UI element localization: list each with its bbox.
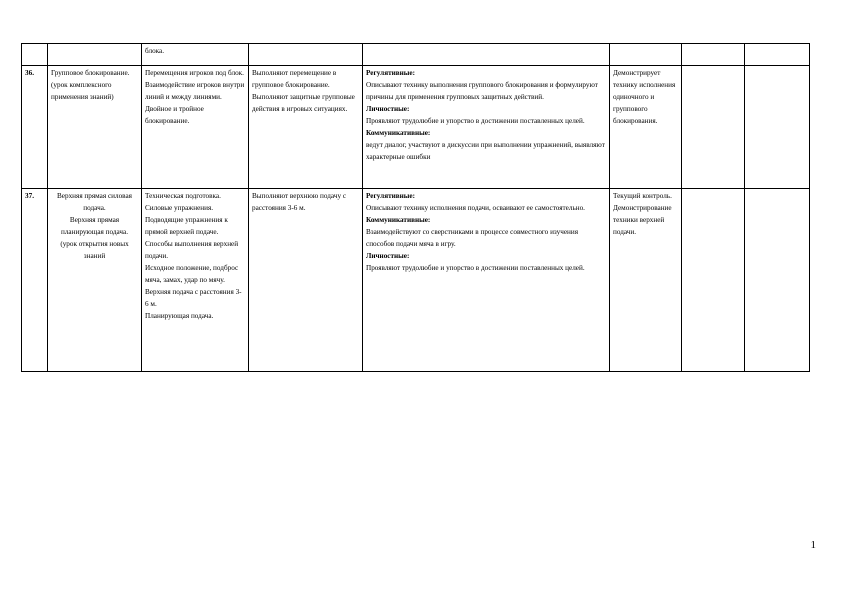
cell-text: Верхняя подача с расстояния 3-6 м. xyxy=(145,288,242,308)
uud-heading: Регулятивные: xyxy=(366,69,415,77)
empty-cell xyxy=(745,189,810,372)
cell-text: Взаимодействие игроков внутри линий и между линиями. xyxy=(145,81,245,101)
cell-text: Групповое блокирование. xyxy=(51,69,130,77)
uud-cell xyxy=(363,66,610,189)
uud-cell xyxy=(363,189,610,372)
lesson-content-cell xyxy=(142,189,249,372)
lesson-topic-cell xyxy=(48,44,142,66)
lesson-content-cell xyxy=(142,44,249,66)
uud-heading: Регулятивные: xyxy=(366,192,415,200)
empty-cell xyxy=(745,44,810,66)
cell-text: (урок открытия новых знаний xyxy=(60,240,129,260)
uud-heading: Личностные: xyxy=(366,105,410,113)
cell-text: Двойное и тройное блокирование. xyxy=(145,105,204,125)
control-cell xyxy=(610,66,682,189)
cell-text: Верхняя прямая силовая подача. xyxy=(57,192,132,212)
cell-text: Демонстрирует технику исполнения одиночного и группового блокирования. xyxy=(613,69,676,125)
uud-heading: Коммуникативные: xyxy=(366,216,431,224)
uud-text: ведут диалог, участвуют в дискуссии при выполнении упражнений, выявляют характерные ошибки xyxy=(366,141,605,161)
student-activity-cell xyxy=(249,66,363,189)
lesson-number-cell xyxy=(22,189,48,372)
lesson-plan-table xyxy=(21,43,810,372)
lesson-content-cell xyxy=(142,66,249,189)
uud-heading: Коммуникативные: xyxy=(366,129,431,137)
uud-heading: Личностные: xyxy=(366,252,410,260)
cell-text: Демонстрирование техники верхней подачи. xyxy=(613,204,672,236)
lesson-number: 37. xyxy=(25,192,34,200)
empty-cell xyxy=(745,66,810,189)
student-activity-cell xyxy=(249,189,363,372)
cell-text: Техническая подготовка. Силовые упражнения. xyxy=(145,192,221,212)
lesson-number-cell xyxy=(22,66,48,189)
empty-cell xyxy=(682,189,745,372)
cell-text: Исходное положение, подброс мяча, замах, удар по мячу. xyxy=(145,264,239,284)
lesson-topic-cell xyxy=(48,189,142,372)
page-number: 1 xyxy=(810,539,816,551)
uud-text: Взаимодействуют со сверстниками в процессе совместного изучения способов подачи мяча в игру. xyxy=(366,228,579,248)
cell-text: Верхняя прямая планирующая подача. xyxy=(61,216,128,236)
cell-text: Перемещения игроков под блок. xyxy=(145,69,244,77)
control-cell xyxy=(610,44,682,66)
uud-text: Проявляют трудолюбие и упорство в достижении поставленных целей. xyxy=(366,264,585,272)
control-cell xyxy=(610,189,682,372)
cell-text: блока. xyxy=(145,47,165,55)
uud-text: Описывают технику исполнения подачи, осваивают ее самостоятельно. xyxy=(366,204,585,212)
uud-text: Проявляют трудолюбие и упорство в достижении поставленных целей. xyxy=(366,117,585,125)
empty-cell xyxy=(682,66,745,189)
cell-text: Способы выполнения верхней подачи. xyxy=(145,240,239,260)
cell-text: Подводящие упражнения к прямой верхней подаче. xyxy=(145,216,228,236)
lesson-topic-cell xyxy=(48,66,142,189)
table-row xyxy=(22,66,810,189)
lesson-number-cell xyxy=(22,44,48,66)
lesson-number: 36. xyxy=(25,69,34,77)
cell-text: Текущий контроль. xyxy=(613,192,672,200)
cell-text: Планирующая подача. xyxy=(145,312,214,320)
empty-cell xyxy=(682,44,745,66)
cell-text: Выполняют перемещение в групповое блокирование. xyxy=(252,69,337,89)
table-row xyxy=(22,189,810,372)
student-activity-cell xyxy=(249,44,363,66)
uud-cell xyxy=(363,44,610,66)
cell-text: (урок комплексного применения знаний) xyxy=(51,81,114,101)
table-row xyxy=(22,44,810,66)
uud-text: Описывают технику выполнения группового блокирования и формулируют причины для применения групповых защитных действий. xyxy=(366,81,598,101)
cell-text: Выполняют защитные групповые действия в игровых ситуациях. xyxy=(252,93,355,113)
cell-text: Выполняют верхнюю подачу с расстояния 3-6 м. xyxy=(252,192,347,212)
